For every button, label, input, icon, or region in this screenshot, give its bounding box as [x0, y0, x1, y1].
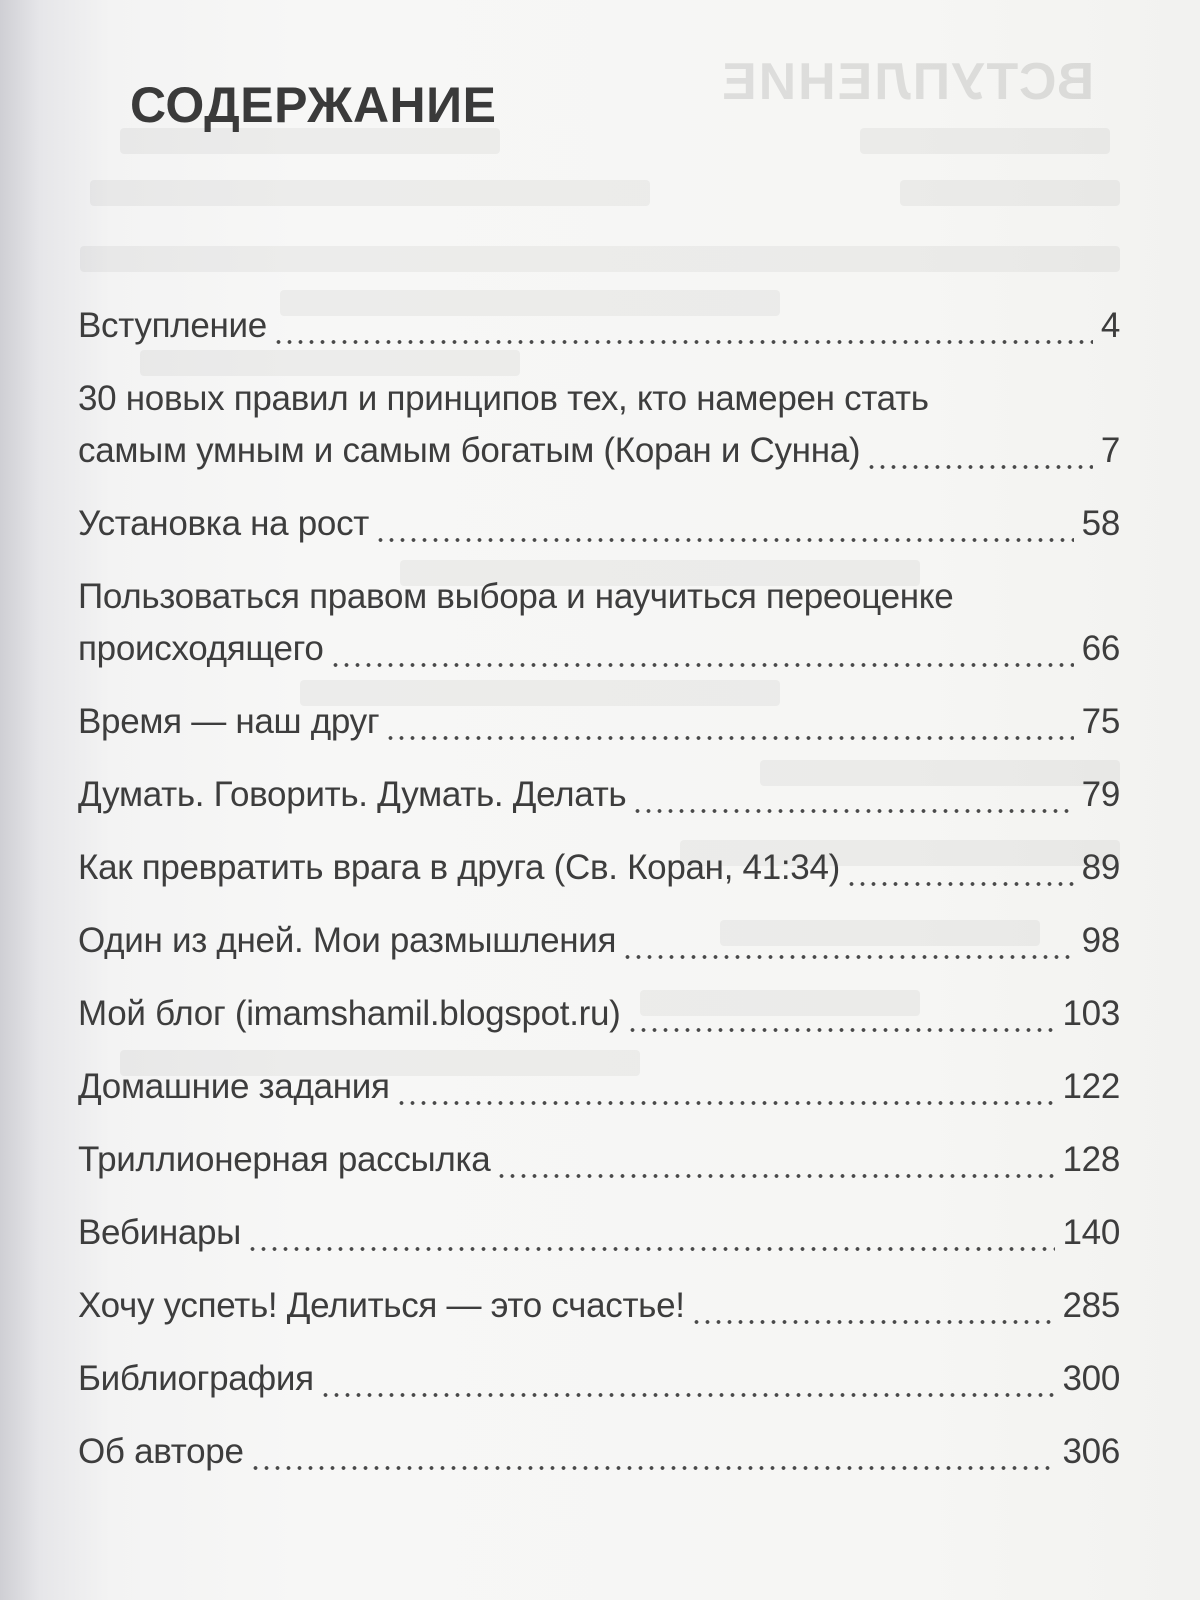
toc-entry-introduction[interactable]: [78, 300, 1120, 352]
dot-leader: [330, 623, 1074, 675]
page-title: СОДЕРЖАНИЕ: [130, 77, 497, 133]
show-through-line: [900, 180, 1120, 206]
toc-page-number: 89: [1081, 848, 1120, 887]
toc-entry-trillionaire-mailing[interactable]: [78, 1134, 1120, 1186]
toc-entry-about-author[interactable]: [78, 1426, 1120, 1478]
toc-entry-enemy-to-friend[interactable]: [78, 842, 1120, 894]
dot-leader: [385, 696, 1073, 748]
toc-entry-title: Вступление: [78, 306, 267, 345]
toc-entry-want-to-succeed[interactable]: [78, 1280, 1120, 1332]
toc-page-number: 7: [1100, 431, 1120, 470]
show-through-line: [80, 246, 1120, 272]
toc-page-number: 75: [1081, 702, 1120, 741]
toc-entry-think-speak[interactable]: [78, 769, 1120, 821]
toc-entry-webinars[interactable]: [78, 1207, 1120, 1259]
toc-entry-title: Как превратить врага в друга (Св. Коран, 41:34): [78, 848, 840, 887]
dot-leader: [622, 915, 1073, 967]
toc-page-number: 285: [1062, 1286, 1120, 1325]
toc-entry-title: Вебинары: [78, 1213, 242, 1252]
toc-entry-title: Думать. Говорить. Думать. Делать: [78, 775, 627, 814]
toc-page-number: 128: [1062, 1140, 1120, 1179]
toc-page-number: 98: [1081, 921, 1120, 960]
toc-entry-30-rules[interactable]: [78, 373, 1120, 477]
show-through-line: [90, 180, 650, 206]
toc-page-number: 306: [1062, 1432, 1120, 1471]
dot-leader: [496, 1134, 1054, 1186]
toc-page-number: 122: [1062, 1067, 1120, 1106]
toc-entry-title: Мой блог (imamshamil.blogspot.ru): [78, 994, 621, 1033]
toc-entry-title: Домашние задания: [78, 1067, 390, 1106]
toc-page-number: 140: [1062, 1213, 1120, 1252]
dot-leader: [375, 498, 1074, 550]
toc-entry-title: происходящего: [78, 629, 324, 668]
toc-entry-title: Один из дней. Мои размышления: [78, 921, 617, 960]
toc-page-number: 103: [1062, 994, 1120, 1033]
dot-leader: [396, 1061, 1055, 1113]
show-through-line: [860, 128, 1110, 154]
toc-entry-title: Время — наш друг: [78, 702, 380, 741]
toc-entry-title: Хочу успеть! Делиться — это счастье!: [78, 1286, 685, 1325]
toc-entry-title: Триллионерная рассылка: [78, 1140, 491, 1179]
toc-entry-right-of-choice[interactable]: [78, 571, 1120, 675]
dot-leader: [320, 1353, 1055, 1405]
dot-leader: [273, 300, 1093, 352]
toc-entry-growth-mindset[interactable]: [78, 498, 1120, 550]
toc-page-number: 4: [1100, 306, 1120, 345]
dot-leader: [632, 769, 1073, 821]
toc-entry-one-of-days[interactable]: [78, 915, 1120, 967]
dot-leader: [691, 1280, 1055, 1332]
toc-page-number: 58: [1081, 504, 1120, 543]
toc-entry-title: Установка на рост: [78, 504, 370, 543]
dot-leader: [866, 425, 1093, 477]
toc-entry-homework[interactable]: [78, 1061, 1120, 1113]
toc-entry-title: самым умным и самым богатым (Коран и Сунна): [78, 431, 861, 470]
toc-entry-title: Об авторе: [78, 1432, 244, 1471]
toc-page-number: 66: [1081, 629, 1120, 668]
toc-entry-title: Библиография: [78, 1359, 314, 1398]
toc-page-number: 79: [1081, 775, 1120, 814]
toc-entry-my-blog[interactable]: [78, 988, 1120, 1040]
toc-entry-bibliography[interactable]: [78, 1353, 1120, 1405]
table-of-contents: [78, 300, 1120, 1499]
toc-entry-time-friend[interactable]: [78, 696, 1120, 748]
dot-leader: [250, 1426, 1055, 1478]
toc-entry-title-line1: Пользоваться правом выбора и научиться переоценке: [78, 577, 954, 616]
show-through-heading: ВСТУПЛЕНИЕ: [720, 53, 1095, 111]
toc-page-number: 300: [1062, 1359, 1120, 1398]
dot-leader: [627, 988, 1055, 1040]
dot-leader: [247, 1207, 1054, 1259]
toc-entry-title-line1: 30 новых правил и принципов тех, кто намерен стать: [78, 379, 929, 418]
dot-leader: [846, 842, 1074, 894]
